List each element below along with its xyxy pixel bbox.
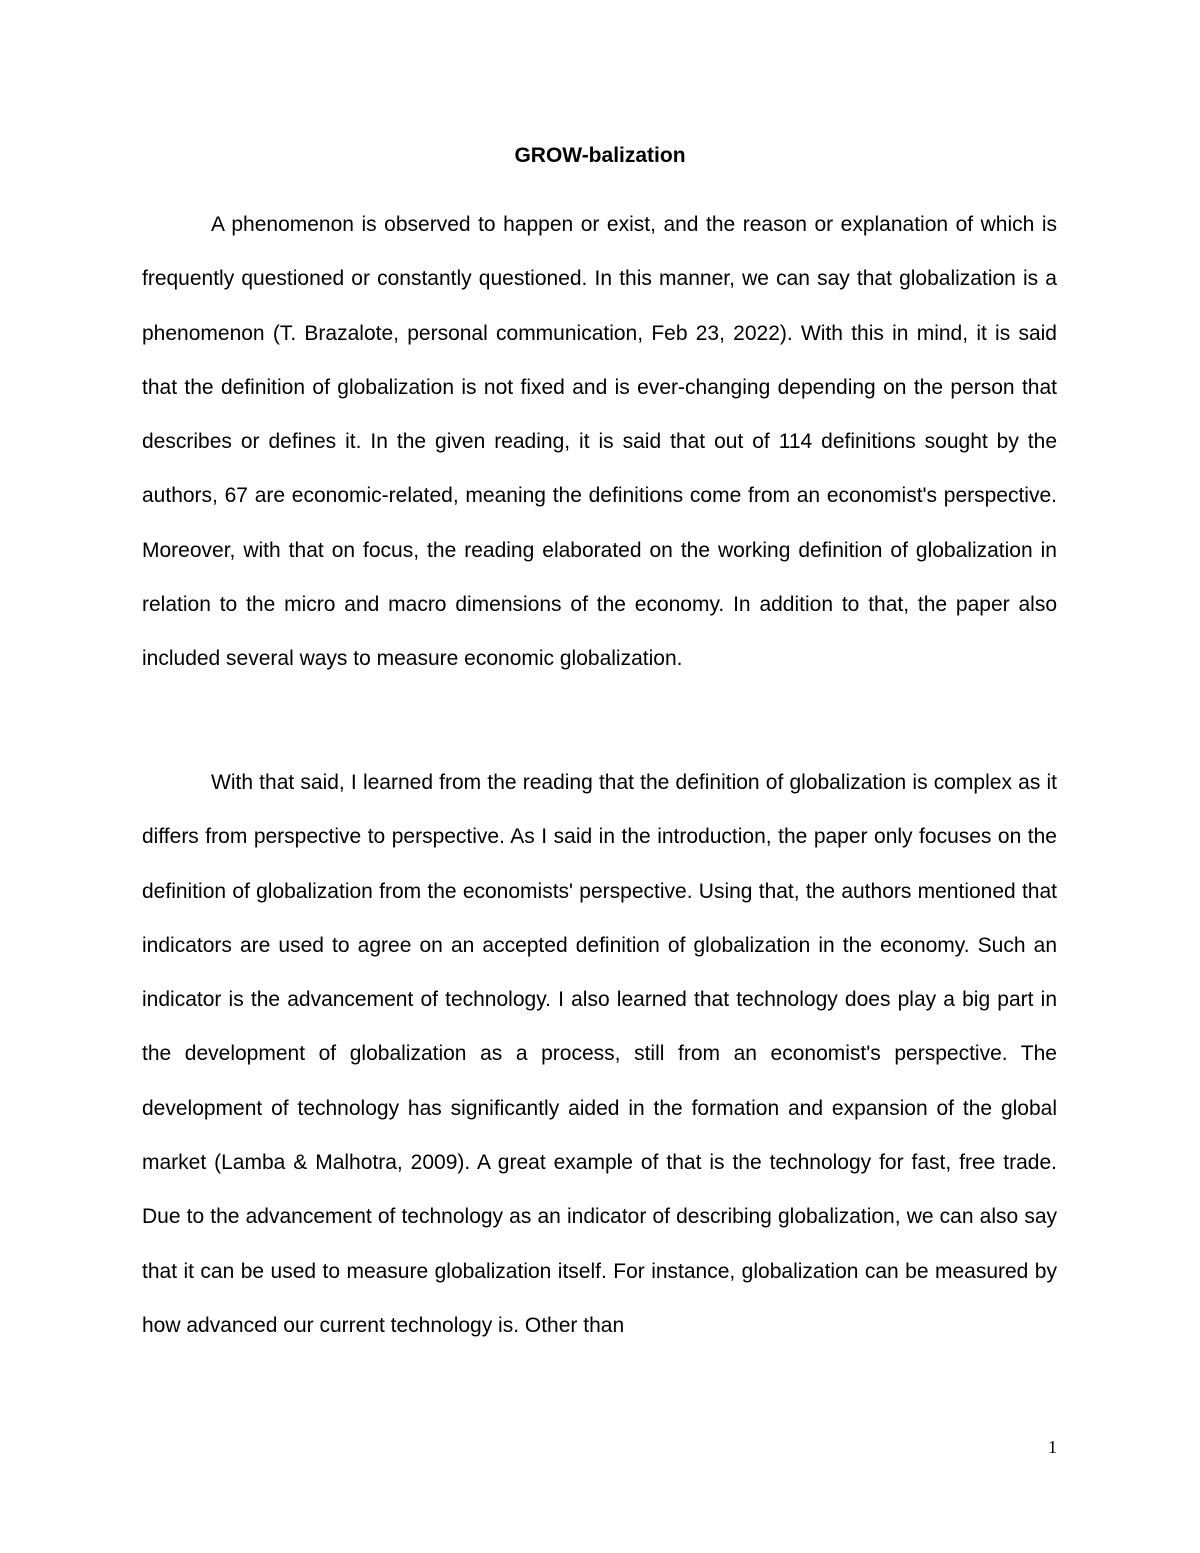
document-title: GROW-balization [514,144,686,167]
paragraph-1: A phenomenon is observed to happen or exist, and the reason or explanation of which is frequently questioned or constantly questioned. In this manner, we can say that globalization is a phenomenon (T. Brazalote, personal communication, Feb 23, 2022). With this in mind, it is said that the definition of globalization is not fixed and is ever-changing depending on the person that describes or defines it. In the given reading, it is said that out of 114 definitions sought by the authors, 67 are economic-related, meaning the definitions come from an economist's perspective. Moreover, with that on focus, the reading elaborated on the working definition of globalization in relation to the micro and macro dimensions of the economy. In addition to that, the paper also included several ways to measure economic globalization. [142,213,1057,671]
paragraph-2: With that said, I learned from the reading that the definition of globalization is complex as it differs from perspective to perspective. As I said in the introduction, the paper only focuses on the definition of globalization from the economists' perspective. Using that, the authors mentioned that indicators are used to agree on an accepted definition of globalization in the economy. Such an indicator is the advancement of technology. I also learned that technology does play a big part in the development of globalization as a process, still from an economist's perspective. The development of technology has significantly aided in the formation and expansion of the global market (Lamba & Malhotra, 2009). A great example of that is the technology for fast, free trade. Due to the advancement of technology as an indicator of describing globalization, we can also say that it can be used to measure globalization itself. For instance, globalization can be measured by how advanced our current technology is. Other than [142,771,1057,1337]
page-number: 1 [1048,1437,1057,1457]
